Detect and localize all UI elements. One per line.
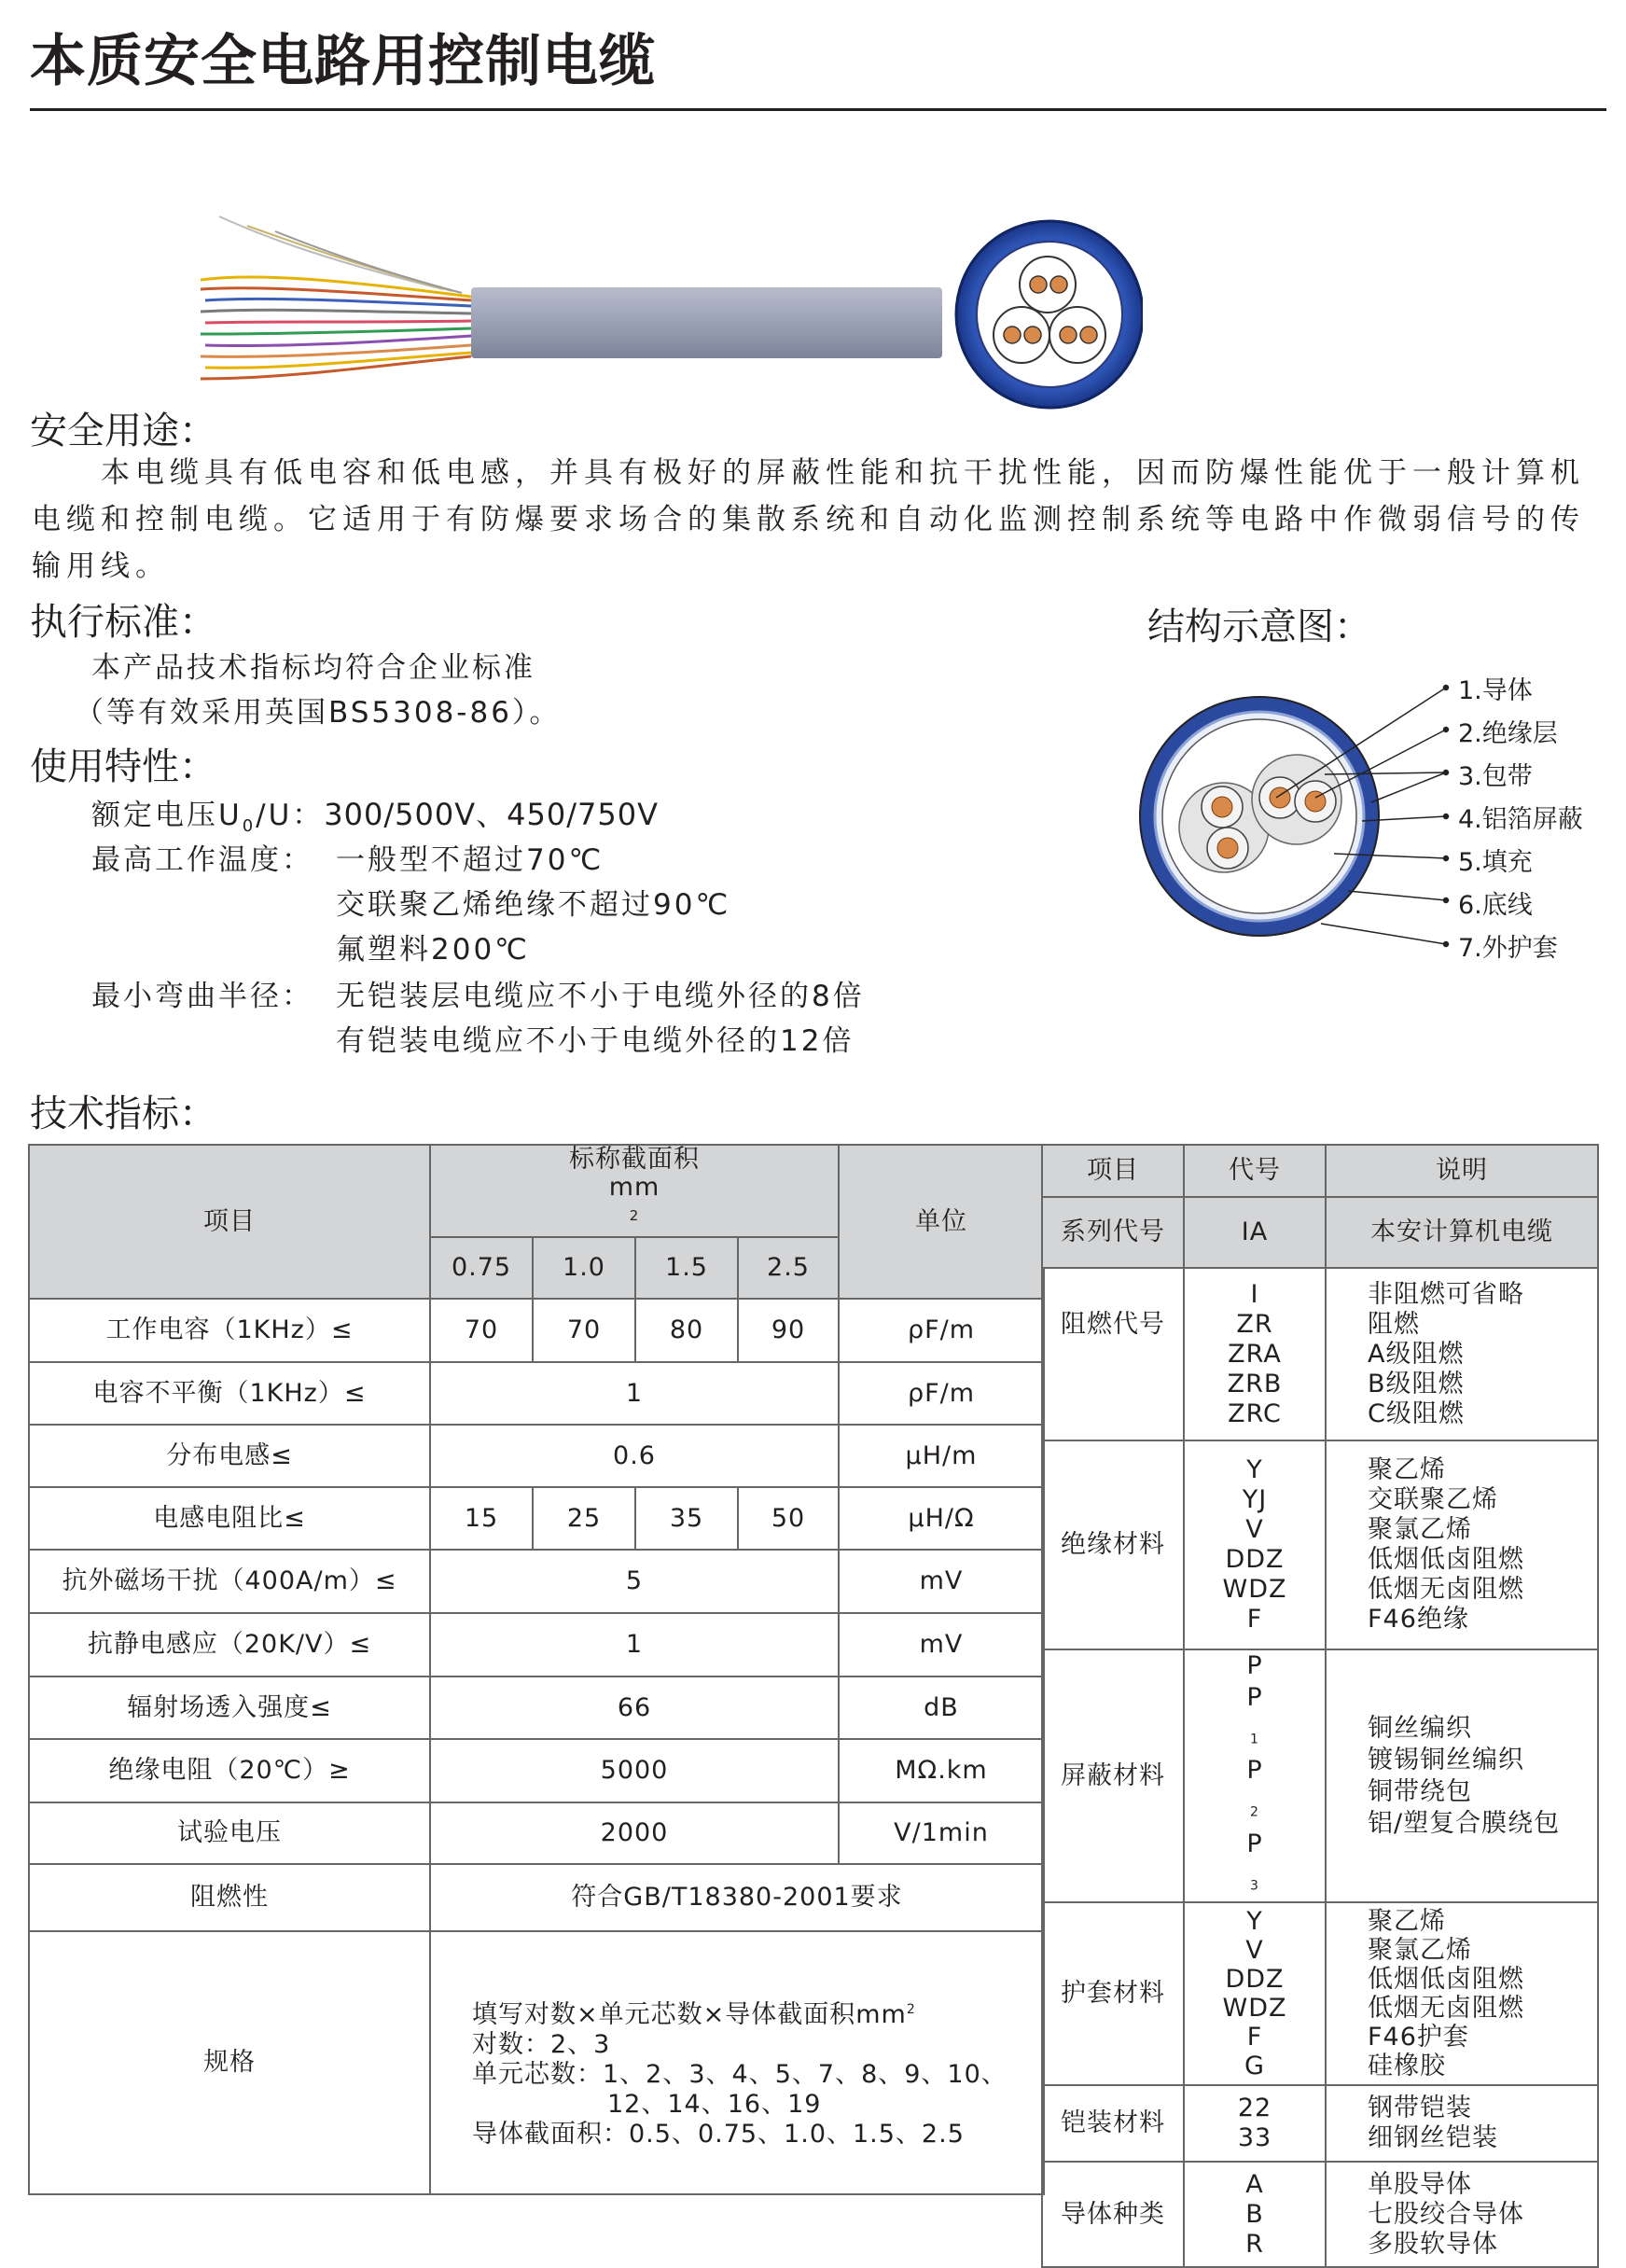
code: P — [1246, 1756, 1263, 1786]
desc: 交联聚乙烯 — [1368, 1485, 1498, 1514]
row-value: 15 — [430, 1487, 533, 1550]
table-row — [1042, 1440, 1598, 1649]
code: ZRC — [1228, 1398, 1282, 1428]
code: I — [1250, 1279, 1259, 1309]
desc: 铜丝编织 — [1368, 1713, 1472, 1743]
features-heading: 使用特性： — [30, 745, 216, 788]
desc: 七股绞合导体 — [1368, 2199, 1524, 2229]
code: YJ — [1242, 1485, 1268, 1514]
row-value: 5000 — [430, 1739, 839, 1802]
cross-section-diagram — [1140, 697, 1379, 936]
code: 33 — [1237, 2123, 1272, 2153]
table-row — [29, 1739, 1044, 1802]
row-value: 5 — [430, 1550, 839, 1613]
desc: 细钢丝铠装 — [1368, 2123, 1498, 2153]
table-row — [29, 1613, 1044, 1677]
desc: 阻燃 — [1368, 1309, 1420, 1339]
temp-value: 交联聚乙烯绝缘不超过90℃ — [336, 888, 731, 922]
code-sub: 3 — [1250, 1878, 1259, 1894]
temp-label: 最高工作温度： — [91, 843, 313, 877]
voltage-line — [91, 791, 659, 836]
code: G — [1244, 2052, 1265, 2081]
code: WDZ — [1222, 1575, 1287, 1604]
row-item: 抗外磁场干扰（400A/m）≤ — [29, 1550, 430, 1613]
code: V — [1245, 1515, 1264, 1544]
row-descs — [1326, 2162, 1598, 2267]
spec-details — [430, 1931, 1044, 2194]
row-unit: ρF/m — [839, 1362, 1044, 1425]
row-item: 电容不平衡（1KHz）≤ — [29, 1362, 430, 1425]
legend-item: 6.底线 — [1458, 891, 1533, 920]
row-unit: mV — [839, 1613, 1044, 1677]
cable-cross-section-photo — [956, 221, 1143, 408]
bend-value: 无铠装层电缆应不小于电缆外径的8倍 — [336, 980, 865, 1013]
row-value: 符合GB/T18380-2001要求 — [430, 1864, 1044, 1931]
row-item: 阻燃代号 — [1042, 1268, 1184, 1440]
cable-illustration — [201, 215, 1143, 429]
usage-text — [32, 450, 1618, 590]
row-value: 25 — [533, 1487, 635, 1550]
usage-line: 本电缆具有低电容和低电感，并具有极好的屏蔽性能和抗干扰性能，因而防爆性能优于一般计算机 — [32, 456, 1585, 490]
row-item: 阻燃性 — [29, 1864, 430, 1931]
cable-side-view — [201, 216, 942, 379]
row-item: 绝缘材料 — [1042, 1440, 1184, 1649]
row-item: 铠装材料 — [1042, 2085, 1184, 2162]
desc: 铝/塑复合膜绕包 — [1368, 1808, 1561, 1838]
row-value: 0.6 — [430, 1425, 839, 1487]
header-size: 1.0 — [533, 1237, 635, 1299]
table-row — [29, 1550, 1044, 1613]
desc: 单股导体 — [1368, 2169, 1472, 2199]
desc: F46绝缘 — [1368, 1605, 1469, 1634]
row-value: 70 — [430, 1299, 533, 1362]
desc: 聚氯乙烯 — [1368, 1515, 1472, 1544]
table-row — [1042, 1268, 1598, 1440]
row-unit: mV — [839, 1550, 1044, 1613]
header-size: 0.75 — [430, 1237, 533, 1299]
tech-spec-table — [28, 1144, 1045, 2195]
desc: 低烟无卤阻燃 — [1368, 1575, 1524, 1604]
row-unit: V/1min — [839, 1802, 1044, 1864]
code: 22 — [1237, 2094, 1272, 2123]
row-value: 1 — [430, 1613, 839, 1677]
voltage-label-post: /U： — [256, 799, 325, 832]
row-code: IA — [1184, 1197, 1326, 1268]
table-header-row — [29, 1145, 1044, 1237]
row-item: 护套材料 — [1042, 1902, 1184, 2085]
code-sub: 1 — [1250, 1732, 1259, 1747]
table-row — [29, 1802, 1044, 1864]
table-row — [29, 1931, 1044, 2194]
desc: A级阻燃 — [1368, 1339, 1465, 1369]
row-codes — [1184, 1649, 1326, 1902]
table-row — [29, 1299, 1044, 1362]
desc: 钢带铠装 — [1368, 2094, 1472, 2123]
table-row — [29, 1677, 1044, 1739]
row-unit: μH/m — [839, 1425, 1044, 1487]
code: P — [1246, 1651, 1263, 1680]
spec-line: 单元芯数：1、2、3、4、5、7、8、9、10、 — [472, 2060, 1008, 2089]
desc: F46护套 — [1368, 2023, 1469, 2052]
usage-line: 电缆和控制电缆。它适用于有防爆要求场合的集散系统和自动化监测控制系统等电路中作微弱信号的传 — [32, 503, 1585, 536]
spec-line: 导体截面积：0.5、0.75、1.0、1.5、2.5 — [472, 2120, 965, 2149]
desc: C级阻燃 — [1368, 1398, 1465, 1428]
row-item: 绝缘电阻（20℃）≥ — [29, 1739, 430, 1802]
legend-item: 2.绝缘层 — [1458, 719, 1558, 748]
spec-line-sup: 2 — [906, 2002, 916, 2017]
table-row — [1042, 1902, 1598, 2085]
header-size: 2.5 — [738, 1237, 839, 1299]
desc: 低烟低卤阻燃 — [1368, 1545, 1524, 1574]
header-code: 代号 — [1184, 1145, 1326, 1197]
row-item: 导体种类 — [1042, 2162, 1184, 2267]
row-value: 80 — [635, 1299, 738, 1362]
code: V — [1245, 1936, 1264, 1966]
row-codes — [1184, 2162, 1326, 2267]
row-descs — [1326, 1268, 1598, 1440]
code: F — [1246, 2023, 1263, 2052]
desc: 低烟低卤阻燃 — [1368, 1965, 1524, 1995]
row-codes — [1184, 1268, 1326, 1440]
legend-item: 7.外护套 — [1458, 934, 1558, 963]
header-size: 1.5 — [635, 1237, 738, 1299]
desc: 低烟无卤阻燃 — [1368, 1994, 1524, 2024]
row-item: 电感电阻比≤ — [29, 1487, 430, 1550]
usage-heading: 安全用途： — [30, 410, 216, 452]
code: ZRA — [1228, 1339, 1282, 1369]
bend-value: 有铠装电缆应不小于电缆外径的12倍 — [336, 1024, 855, 1058]
code: B — [1245, 2199, 1264, 2229]
legend-item: 4.铝箔屏蔽 — [1458, 805, 1583, 834]
header-section-label: 标称截面积 — [569, 1145, 700, 1174]
row-item: 系列代号 — [1042, 1197, 1184, 1268]
desc: B级阻燃 — [1368, 1369, 1465, 1398]
structure-heading: 结构示意图： — [1147, 605, 1371, 648]
row-item: 分布电感≤ — [29, 1425, 430, 1487]
code: Y — [1246, 1907, 1263, 1937]
row-desc: 本安计算机电缆 — [1326, 1197, 1598, 1268]
table-row — [29, 1425, 1044, 1487]
desc: 聚乙烯 — [1368, 1907, 1446, 1937]
title-rule — [30, 108, 1606, 111]
page-title: 本质安全电路用控制电缆 — [30, 29, 656, 94]
code: A — [1245, 2169, 1264, 2199]
header-unit: 单位 — [839, 1145, 1044, 1299]
temp-value: 一般型不超过70℃ — [336, 843, 605, 877]
row-codes — [1184, 1440, 1326, 1649]
legend-item: 3.包带 — [1458, 762, 1533, 791]
voltage-label: 额定电压U — [91, 799, 243, 832]
desc: 多股软导体 — [1368, 2229, 1498, 2259]
row-item: 规格 — [29, 1931, 430, 2194]
row-unit: MΩ.km — [839, 1739, 1044, 1802]
row-codes — [1184, 2085, 1326, 2162]
tech-heading: 技术指标： — [30, 1092, 216, 1135]
legend-item: 5.填充 — [1458, 848, 1533, 877]
voltage-value: 300/500V、450/750V — [324, 797, 659, 832]
desc: 镀锡铜丝编织 — [1368, 1745, 1524, 1774]
code: F — [1246, 1605, 1263, 1634]
spec-line: 对数：2、3 — [472, 2030, 611, 2059]
standard-line: （等有效采用英国BS5308-86）。 — [75, 696, 562, 730]
code: WDZ — [1222, 1994, 1287, 2024]
row-item: 抗静电感应（20K/V）≤ — [29, 1613, 430, 1677]
code: P — [1246, 1683, 1263, 1712]
code: P — [1246, 1829, 1263, 1858]
row-descs — [1326, 2085, 1598, 2162]
desc: 硅橡胶 — [1368, 2052, 1446, 2081]
row-codes — [1184, 1902, 1326, 2085]
row-value: 90 — [738, 1299, 839, 1362]
voltage-sub: 0 — [242, 816, 257, 837]
table-row — [29, 1864, 1044, 1931]
model-code-table — [1041, 1144, 1599, 2268]
row-value: 50 — [738, 1487, 839, 1550]
header-item: 项目 — [29, 1145, 430, 1299]
code: ZR — [1236, 1309, 1273, 1339]
row-value: 1 — [430, 1362, 839, 1425]
standard-heading: 执行标准： — [30, 601, 216, 644]
header-section — [430, 1145, 839, 1237]
desc: 非阻燃可省略 — [1368, 1279, 1524, 1309]
code: DDZ — [1225, 1965, 1285, 1995]
header-desc: 说明 — [1326, 1145, 1598, 1197]
code: Y — [1246, 1455, 1263, 1484]
spec-line: 填写对数×单元芯数×导体截面积mm — [472, 2000, 907, 2029]
row-unit: dB — [839, 1677, 1044, 1739]
temp-value: 氟塑料200℃ — [336, 933, 530, 967]
row-item: 辐射场透入强度≤ — [29, 1677, 430, 1739]
table-header-row — [1042, 1145, 1598, 1197]
usage-line: 输用线。 — [32, 550, 170, 583]
row-descs — [1326, 1649, 1598, 1902]
header-section-unit-sup: 2 — [629, 1207, 640, 1224]
desc: 聚乙烯 — [1368, 1455, 1446, 1484]
table-row — [29, 1362, 1044, 1425]
row-item: 工作电容（1KHz）≤ — [29, 1299, 430, 1362]
legend-item: 1.导体 — [1458, 676, 1533, 705]
code: DDZ — [1225, 1545, 1285, 1574]
table-row — [1042, 2162, 1598, 2267]
table-row — [1042, 2085, 1598, 2162]
row-item: 屏蔽材料 — [1042, 1649, 1184, 1902]
row-descs — [1326, 1902, 1598, 2085]
row-item: 试验电压 — [29, 1802, 430, 1864]
row-descs — [1326, 1440, 1598, 1649]
row-value: 70 — [533, 1299, 635, 1362]
bend-label: 最小弯曲半径： — [91, 980, 313, 1013]
table-row — [1042, 1649, 1598, 1902]
row-unit: μH/Ω — [839, 1487, 1044, 1550]
code-sub: 2 — [1250, 1804, 1259, 1820]
header-item: 项目 — [1042, 1145, 1184, 1197]
row-value: 66 — [430, 1677, 839, 1739]
row-value: 35 — [635, 1487, 738, 1550]
header-section-unit: mm — [608, 1173, 660, 1202]
spec-line: 12、14、16、19 — [607, 2090, 822, 2119]
desc: 聚氯乙烯 — [1368, 1936, 1472, 1966]
standard-line: 本产品技术指标均符合企业标准 — [91, 651, 535, 685]
code: R — [1245, 2229, 1264, 2259]
row-value: 2000 — [430, 1802, 839, 1864]
table-row — [29, 1487, 1044, 1550]
code: ZRB — [1227, 1369, 1283, 1398]
row-unit: ρF/m — [839, 1299, 1044, 1362]
table-row — [1042, 1197, 1598, 1268]
desc: 铜带绕包 — [1368, 1776, 1472, 1806]
